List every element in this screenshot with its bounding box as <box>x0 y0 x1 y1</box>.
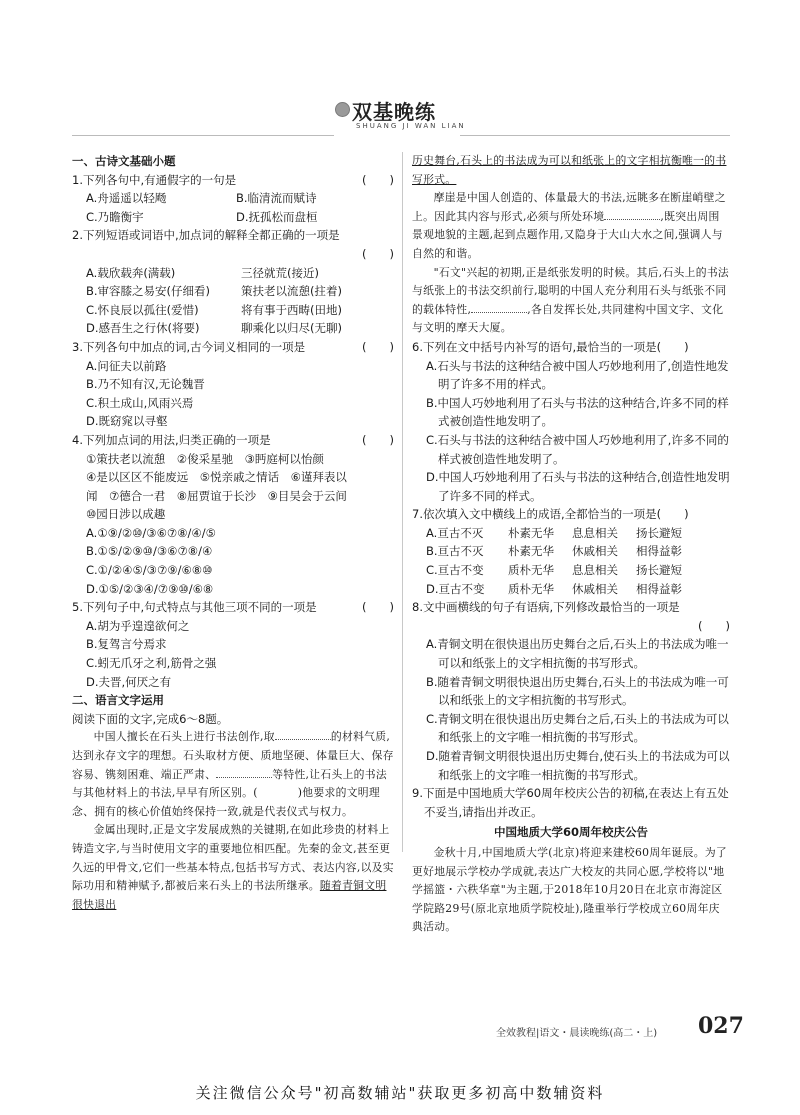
option-c: C.蚓无爪牙之利,筋骨之强 <box>86 656 217 671</box>
passage-text: "石文"兴起的初期,正是纸张发明的时候。其后,石头上的书法与纸张上的书法交织前行,聪明的中国人充分利用石头与纸张不同的载体特性, <box>412 265 730 316</box>
option-c: C.乃瞻衡宇 <box>86 209 144 224</box>
option-d-2: 质朴无华 <box>508 581 554 596</box>
option-c-1: C.怀良辰以孤往(爱惜) <box>86 302 199 317</box>
answer-paren: ( ) <box>362 172 394 187</box>
question-3 <box>72 338 394 357</box>
question-4 <box>72 431 394 450</box>
option-a-1: A.亘古不灭 <box>426 525 484 540</box>
question-9-stem: 9.下面是中国地质大学60周年校庆公告的初稿,在表达上有五处不妥当,请指出并改正。 <box>412 786 729 819</box>
question-4-stem: 4.下列加点词的用法,归类正确的一项是 <box>72 432 271 447</box>
passage-paragraph-1 <box>72 728 394 821</box>
question-4-items-2: ④是以区区不能废远 ⑤悦亲戚之情话 ⑥谨拜表以 <box>86 470 347 485</box>
page-number: 027 <box>698 1013 744 1039</box>
option-d: D.抚孤松而盘桓 <box>236 209 318 224</box>
answer-paren: ( ) <box>698 618 730 633</box>
question-1-stem: 1.下列各句中,有通假字的一句是 <box>72 172 237 187</box>
option-d-1: D.感吾生之行休(将要) <box>86 321 200 336</box>
question-7-stem: 7.依次填入文中横线上的成语,全都恰当的一项是( ) <box>412 507 689 522</box>
option-c: C.石头与书法的这种结合被中国人巧妙地利用了,许多不同的样式被创造性地发明了。 <box>426 432 729 466</box>
answer-paren: ( ) <box>362 432 394 447</box>
fill-blank <box>216 767 272 778</box>
option-b-2: 朴素无华 <box>508 544 554 559</box>
fill-blank <box>275 729 331 740</box>
question-5-stem: 5.下列句子中,句式特点与其他三项不同的一项是 <box>72 600 317 615</box>
fill-blank <box>604 209 660 220</box>
option-a-3: 息息相关 <box>572 525 618 540</box>
option-b: B.乃不知有汉,无论魏晋 <box>86 377 205 392</box>
notice-body: 金秋十月,中国地质大学(北京)将迎来建校60周年诞辰。为了更好地展示学校办学成就,表达广大校友的共同心愿,学校将以"地学摇篮・六秩华章"为主题,于2018年10月20日在北京市海淀区学院路29号(原北京地质学院校址),隆重举行学校成立60周年庆典活动。 <box>412 845 728 934</box>
option-a: A.胡为乎遑遑欲何之 <box>86 618 190 633</box>
left-column <box>72 152 394 914</box>
option-c-4: 扬长避短 <box>636 563 682 578</box>
question-3-stem: 3.下列各句中加点的词,古今词义相同的一项是 <box>72 339 306 354</box>
passage-paragraph-4 <box>412 264 730 338</box>
question-4-items-4: ⑩园日涉以成趣 <box>86 507 166 522</box>
column-divider <box>402 152 403 852</box>
passage-text: 等特性,让石头上的书法与其他材料上的书法,早早有所区别。( <box>72 767 387 800</box>
option-a-2: 朴素无华 <box>508 525 554 540</box>
option-c-2: 将有事于西畴(田地) <box>241 302 342 317</box>
passage-continuation <box>412 152 730 189</box>
question-5 <box>72 598 394 617</box>
option-b-1: B.审容膝之易安(仔细看) <box>86 284 211 299</box>
option-a: A.青铜文明在很快退出历史舞台之后,石头上的书法成为唯一可以和纸张上的文字相抗衡的书写形式。 <box>426 637 729 671</box>
option-d: D.随着青铜文明很快退出历史舞台,使石头上的书法成为可以和纸张上的文字唯一相抗衡的书写形式。 <box>426 749 730 782</box>
option-a-4: 扬长避短 <box>636 525 682 540</box>
option-c-3: 息息相关 <box>572 563 618 578</box>
option-b: B.随着青铜文明很快退出历史舞台,石头上的书法成为唯一可以和纸张上的文字相抗衡的书写形式。 <box>426 674 729 708</box>
passage-text: )他要求的文明理念、拥有的核心价值始终保持一致,就是代表仪式与权力。 <box>72 786 380 818</box>
question-2-stem: 2.下列短语或词语中,加点词的解释全都正确的一项是 <box>72 228 340 243</box>
option-b-1: B.亘古不灭 <box>426 544 484 559</box>
question-4-items-1: ①策扶老以流憩 ②俊采星驰 ③眄庭柯以怡颜 <box>86 451 324 466</box>
fill-blank <box>471 302 527 313</box>
option-b-2: 策扶老以流憩(拄着) <box>241 284 342 299</box>
passage-text: 摩崖是中国人创造的、体量最大的书法,远眺多在断崖峭壁之上。因此其内容与形式,必须与所处环境 <box>412 191 726 223</box>
right-column <box>412 152 730 937</box>
underlined-sentence: 随着青铜文明很快退出 <box>72 879 387 911</box>
option-d-1: D.亘古不变 <box>426 581 485 596</box>
option-c-2: 质朴无华 <box>508 563 554 578</box>
section-heading-1: 一、古诗文基础小题 <box>72 154 176 168</box>
question-7-options <box>426 524 730 598</box>
answer-paren: ( ) <box>362 339 394 354</box>
option-d: D.中国人巧妙地利用了石头与书法的这种结合,创造性地发明了许多不同的样式。 <box>426 470 730 503</box>
footer-book-info: 全效教程|语文・晨读晚练(高二・上) <box>496 1028 658 1039</box>
notice-title: 中国地质大学60周年校庆公告 <box>493 825 648 840</box>
option-d-4: 相得益彰 <box>636 581 682 596</box>
header-rule-left <box>72 135 334 136</box>
answer-paren: ( ) <box>362 246 394 261</box>
passage-text: ,各自发挥长处,共同建构中国文字、文化与文明的摩天大厦。 <box>412 302 724 335</box>
option-b: B.复驾言兮焉求 <box>86 637 167 652</box>
passage-text: ,既突出周围景观地貌的主题,起到点题作用,又隐身于大山大水之间,强调人与自然的和谐。 <box>412 209 723 260</box>
option-d: D.夫晋,何厌之有 <box>86 674 172 689</box>
option-b: B.①⑤/②⑨⑩/③⑥⑦⑧/④ <box>86 544 213 559</box>
logo-title: 双基晚练 <box>352 100 436 124</box>
option-b: B.临清流而赋诗 <box>236 191 317 206</box>
option-d-3: 休戚相关 <box>572 581 618 596</box>
bottom-watermark-note: 关注微信公众号"初高数辅站"获取更多初高中数辅资料 <box>195 1084 605 1102</box>
passage-text: 的材料气质,达到永存文字的理想。石头取材方便、质地坚硬、体量巨大、保存容易、镌刻困难、端正严肃、 <box>72 730 394 781</box>
passage-paragraph-3 <box>412 189 730 263</box>
question-4-items-3: 闻 ⑦德合一君 ⑧屈贾谊于长沙 ⑨目吴会于云间 <box>86 488 347 503</box>
passage-text: 金属出现时,正是文字发展成熟的关键期,在如此珍贵的材料上铸造文字,与当时使用文字的重要地位相匹配。先秦的金文,甚至更久远的甲骨文,它们一些基本特点,包括书写方式、表达内容,以及实际功用和精神赋予,都被后来石头上的书法所继承。 <box>72 823 394 893</box>
reading-intro: 阅读下面的文字,完成6～8题。 <box>72 711 229 726</box>
option-a-2: 三径就荒(接近) <box>241 265 319 280</box>
logo-icon <box>335 102 350 117</box>
underlined-sentence: 历史舞台,石头上的书法成为可以和纸张上的文字相抗衡唯一的书写形式。 <box>412 154 727 186</box>
option-c: C.①/②④⑤/③⑦⑨/⑥⑧⑩ <box>86 563 213 578</box>
option-a: A.舟遥遥以轻飏 <box>86 191 167 206</box>
question-1-options <box>86 189 394 226</box>
section-heading-2: 二、语言文字运用 <box>72 693 164 708</box>
option-d: D.①⑤/②③④/⑦⑨⑩/⑥⑧ <box>86 581 214 596</box>
option-c: C.青铜文明在很快退出历史舞台之后,石头上的书法成为可以和纸张上的文字唯一相抗衡的书写形式。 <box>426 711 729 745</box>
page-header <box>0 96 800 136</box>
header-rule-right <box>460 135 730 136</box>
option-a: A.①⑨/②⑩/③⑥⑦⑧/④/⑤ <box>86 525 216 540</box>
option-c-1: C.亘古不变 <box>426 563 484 578</box>
question-1 <box>72 171 394 190</box>
option-c: C.积土成山,风雨兴焉 <box>86 395 194 410</box>
option-a-1: A.载欣载奔(满载) <box>86 265 176 280</box>
answer-paren: ( ) <box>362 600 394 615</box>
question-6-stem: 6.下列在文中括号内补写的语句,最恰当的一项是( ) <box>412 339 689 354</box>
bracket-blank <box>258 786 298 796</box>
option-a: A.石头与书法的这种结合被中国人巧妙地利用了,创造性地发明了许多不用的样式。 <box>426 358 729 392</box>
option-b-4: 相得益彰 <box>636 544 682 559</box>
option-a: A.问征夫以前路 <box>86 358 167 373</box>
passage-paragraph-2 <box>72 821 394 914</box>
logo-subtitle: SHUANG JI WAN LIAN <box>356 122 466 130</box>
passage-text: 中国人擅长在石头上进行书法创作,取 <box>93 730 275 744</box>
question-2-options <box>86 264 394 338</box>
option-d: D.既窈窕以寻壑 <box>86 414 168 429</box>
option-b: B.中国人巧妙地利用了石头与书法的这种结合,许多不同的样式被创造性地发明了。 <box>426 395 729 429</box>
option-b-3: 休戚相关 <box>572 544 618 559</box>
question-8-stem: 8.文中画横线的句子有语病,下列修改最恰当的一项是 <box>412 600 680 615</box>
option-d-2: 聊乘化以归尽(无聊) <box>241 321 342 336</box>
